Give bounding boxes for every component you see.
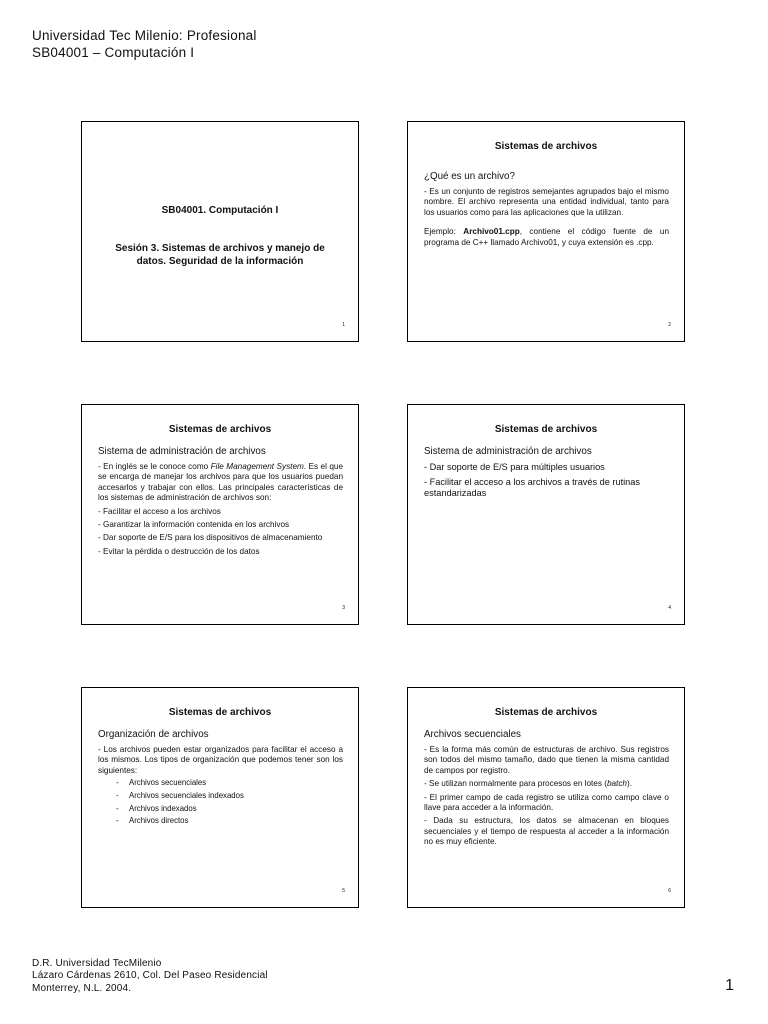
- slide-body: [98, 729, 343, 828]
- list-item: - Archivos secuenciales indexados: [116, 790, 343, 803]
- header-line-2: SB04001 – Computación I: [32, 45, 195, 60]
- slide-title: Sistemas de archivos: [168, 424, 272, 435]
- slide-number: 2: [668, 322, 671, 328]
- slide-subtitle: Sistema de administración de archivos: [98, 446, 266, 457]
- slide-4: [407, 404, 685, 625]
- paragraph: - Es la forma más común de estructuras de archivo. Sus registros son todos del mismo tamaño, dado que tienen la misma cantidad de campos por registro.: [424, 745, 669, 775]
- slide-course-title: SB04001. Computación I: [161, 205, 279, 216]
- slide-number: 5: [342, 888, 345, 894]
- slide-2: [407, 121, 685, 342]
- paragraph: [98, 462, 343, 504]
- list-item: - Dar soporte de E/S para múltiples usuarios: [424, 462, 605, 472]
- slide-subtitle: Archivos secuenciales: [424, 729, 521, 740]
- list-item: - Evitar la pérdida o destrucción de los datos: [98, 546, 260, 556]
- slide-title: Sistemas de archivos: [168, 707, 272, 718]
- slide-body: [424, 171, 669, 251]
- slide-number: 1: [342, 322, 345, 328]
- batch-term: batch: [606, 779, 627, 789]
- organization-types-list: [98, 777, 343, 828]
- slide-subtitle: Organización de archivos: [98, 729, 209, 740]
- list-item: - Facilitar el acceso a los archivos: [98, 506, 221, 516]
- footer-line-2: Lázaro Cárdenas 2610, Col. Del Paseo Residencial: [32, 970, 268, 982]
- example-rest: , contiene el código fuente de un programa de C++ llamado Archivo01, y cuya extensión es .cpp.: [424, 227, 669, 247]
- paragraph: - Los archivos pueden estar organizados para facilitar el acceso a los mismos. Los tipos de organización que podemos tener son los siguientes:: [98, 745, 343, 775]
- paragraph: [424, 779, 669, 789]
- slide-3: [81, 404, 359, 625]
- slide-session-title: Sesión 3. Sistemas de archivos y manejo de datos. Seguridad de la información: [115, 243, 325, 267]
- paragraph-end: . Es el que se encarga de manejar los archivos para que los usuarios puedan accesarlos y trabajar con ellos. Las principales características de los sistemas de administración de archivos son:: [98, 462, 344, 503]
- slide-subtitle: ¿Qué es un archivo?: [424, 171, 515, 182]
- list-item: - Archivos secuenciales: [116, 777, 343, 790]
- slide-body: [424, 729, 669, 851]
- paragraph: - Dada su estructura, los datos se almacenan en bloques secuenciales y el tiempo de respuesta al acceder a la información no es muy eficiente.: [424, 816, 669, 847]
- slide-subtitle: Sistema de administración de archivos: [424, 446, 592, 457]
- list-item: - Facilitar el acceso a los archivos a través de rutinas estandarizadas: [424, 476, 640, 498]
- slide-body: [98, 446, 343, 560]
- slide-body: [424, 446, 669, 503]
- list-item: - Archivos directos: [116, 815, 343, 828]
- slide-title: Sistemas de archivos: [494, 707, 598, 718]
- slide-6: [407, 687, 685, 908]
- paragraph: - Es un conjunto de registros semejantes agrupados bajo el mismo nombre. El archivo representa una entidad individual, tanto para los usuarios como para las aplicaciones que la utilizan.: [424, 187, 669, 217]
- page-number: 1: [725, 977, 734, 994]
- list-item: - Archivos indexados: [116, 803, 343, 816]
- example-prefix: Ejemplo:: [424, 227, 464, 237]
- list-item: - Dar soporte de E/S para los dispositivos de almacenamiento: [98, 533, 323, 543]
- slide-number: 3: [342, 605, 345, 611]
- english-term: File Management System: [210, 462, 304, 471]
- slide-title: Sistemas de archivos: [494, 424, 598, 435]
- paragraph-start: - Se utilizan normalmente para procesos en lotes (: [424, 779, 607, 789]
- footer-line-1: D.R. Universidad TecMilenio: [32, 958, 162, 969]
- footer-line-3: Monterrey, N.L. 2004.: [32, 982, 132, 994]
- paragraph-start: - En inglés se le conoce como: [98, 462, 211, 471]
- page-footer: [32, 958, 268, 995]
- paragraph-end: ).: [626, 779, 632, 789]
- paragraph: - El primer campo de cada registro se utiliza como campo clave o llave para acceder a la información.: [424, 792, 669, 813]
- slide-1: [81, 121, 359, 342]
- slide-number: 6: [668, 888, 671, 894]
- slide-5: [81, 687, 359, 908]
- example-paragraph: [424, 227, 669, 248]
- header-line-1: Universidad Tec Milenio: Profesional: [32, 28, 257, 43]
- slide-number: 4: [668, 605, 671, 611]
- slide-title: Sistemas de archivos: [494, 141, 598, 152]
- example-filename: Archivo01.cpp: [463, 227, 520, 237]
- page-header: [32, 27, 257, 61]
- list-item: - Garantizar la información contenida en los archivos: [98, 520, 290, 530]
